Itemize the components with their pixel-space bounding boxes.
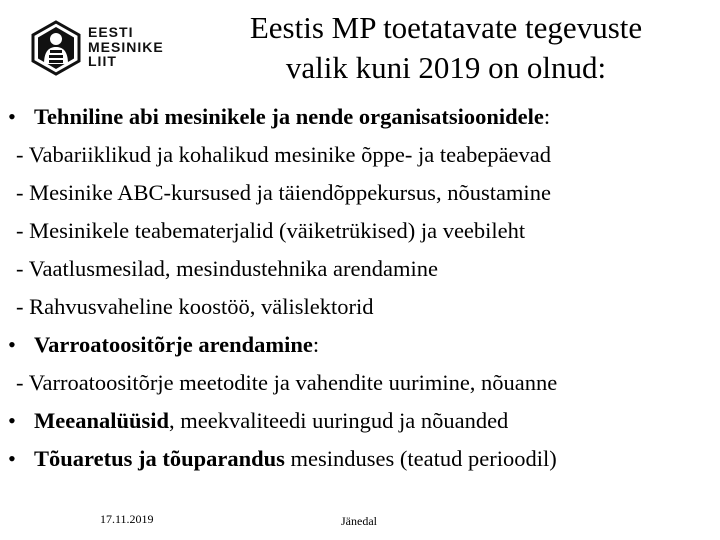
sub-item-2: - Mesinike ABC-kursused ja täiendõppekursus, nõustamine [16, 180, 551, 205]
footer-location: Jänedal [341, 514, 377, 528]
logo-line-1: EESTI [88, 24, 134, 40]
bullet-text: mesinduses (teatud perioodil) [284, 446, 557, 471]
bullet-icon: • [8, 408, 16, 433]
title-line-1: Eestis MP toetatavate tegevuste [249, 10, 643, 45]
footer-date: 17.11.2019 [100, 512, 154, 526]
sub-item-1: - Vabariiklikud ja kohalikud mesinike õppe- ja teabepäevad [16, 142, 552, 167]
beekeeper-emblem-icon [28, 20, 84, 76]
logo-text [88, 25, 164, 69]
slide-title [196, 8, 696, 88]
logo-line-2: MESINIKE [88, 38, 164, 55]
logo [28, 20, 178, 76]
sub-item-6: - Varroatoositõrje meetodite ja vahendite uurimine, nõuanne [16, 370, 558, 395]
sub-item-4: - Vaatlusmesilad, mesindustehnika arendamine [16, 256, 438, 281]
bullet-bold-text: Varroatoositõrje arendamine [34, 332, 313, 357]
bullet-bold-text: Meeanalüüsid [34, 408, 170, 433]
sub-item-5: - Rahvusvaheline koostöö, välislektorid [16, 294, 374, 319]
bullet-icon: • [8, 104, 16, 129]
bullet-text: : [543, 104, 551, 129]
bullet-bold-text: Tõuaretus ja tõuparandus [34, 446, 285, 471]
bullet-text: , meekvaliteedi uuringud ja nõuanded [169, 408, 509, 433]
logo-line-3: LIIT [88, 53, 117, 69]
bullet-icon: • [8, 446, 16, 471]
bullet-icon: • [8, 332, 16, 357]
sub-item-3: - Mesinikele teabematerjalid (väiketrükised) ja veebileht [16, 218, 526, 243]
bullet-bold-text: Tehniline abi mesinikele ja nende organisatsioonidele [34, 104, 544, 129]
title-line-2: valik kuni 2019 on olnud: [285, 50, 607, 85]
bullet-text: : [312, 332, 320, 357]
